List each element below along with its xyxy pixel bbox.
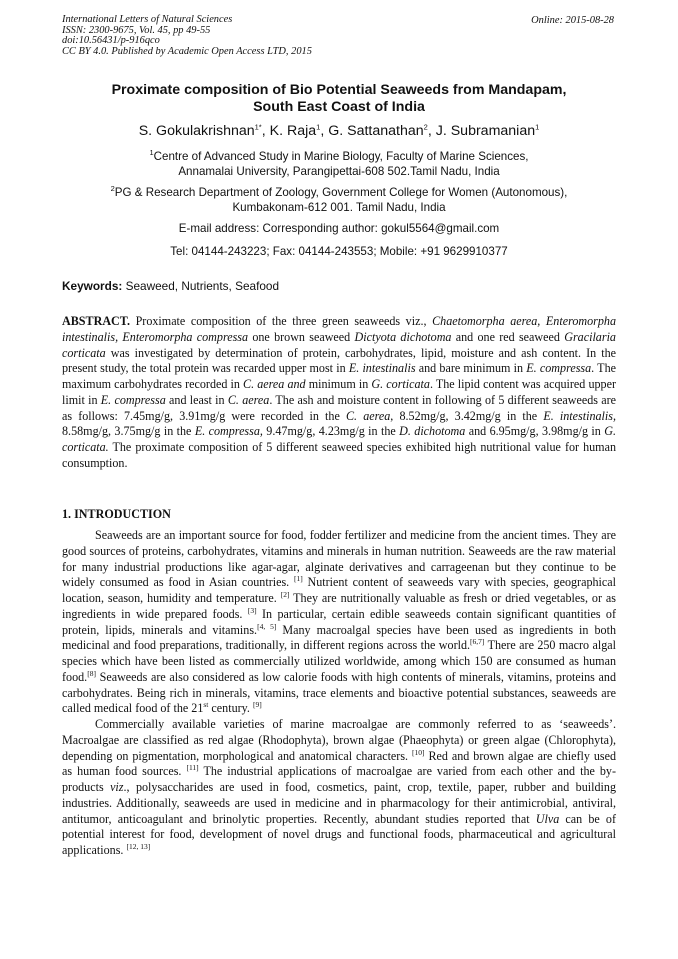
species-name: E. intestinalis, <box>543 408 616 423</box>
paragraph-text: Seaweeds are also considered as low calorie foods with high contents of minerals, vitamins, proteins and carbohydrates. Being rich in minerals, vitamins, trace elements and bioactive potential substances, seaweeds are called medical food of the 21 <box>62 669 616 716</box>
online-date: Online: 2015-08-28 <box>531 15 614 26</box>
paragraph-text: Commercially available varieties of marine macroalgae are commonly referred to as ‘seaweeds’. Macroalgae are classified as red algae (Rhodophyta), brown algae (Phaeophyta) or green algae (Chlorophyta), depending on pigmentation, morphological and anatomical characters. <box>62 717 616 763</box>
species-name: D. dichotoma <box>399 424 466 439</box>
author-name: J. Subramanian <box>435 123 536 139</box>
affiliation-2 <box>62 185 616 216</box>
journal-doi: doi:10.56431/p-916qco <box>62 35 160 47</box>
abstract-label: ABSTRACT. <box>62 314 130 328</box>
citation-ref: st <box>203 700 209 710</box>
author-affiliation-mark: 1 <box>535 122 540 132</box>
abstract-text: minimum in <box>305 377 372 391</box>
author-name: K. Raja <box>269 123 317 139</box>
paper-title <box>62 82 616 116</box>
author-separator: , <box>320 123 329 139</box>
species-name: E. compressa, <box>194 424 263 439</box>
abstract-body <box>62 314 616 470</box>
abstract <box>62 314 616 472</box>
section-heading-introduction: 1. INTRODUCTION <box>62 507 171 521</box>
paragraph-text: In particular, certain edible seaweeds contain significant quantities of protein, lipids, minerals and vitamins. <box>62 606 617 637</box>
citation-ref: [8] <box>87 668 96 678</box>
abstract-text: . The ash and moisture content in following of 5 different seaweeds are as follows: 7.45mg/g, 3.91mg/g were recorded in the <box>62 392 617 423</box>
affiliation-2-mark: 2 <box>110 184 115 194</box>
citation-ref: [2] <box>280 589 290 599</box>
contact-phone: Tel: 04144-243223; Fax: 04144-243553; Mobile: +91 9629910377 <box>170 245 508 258</box>
paragraph-text: Nutrient content of seaweeds vary with species, geographical location, season, humidity and temperature. <box>62 575 616 605</box>
italic-term: viz <box>110 780 124 794</box>
abstract-text: 9.47mg/g, 4.23mg/g in the <box>262 424 400 439</box>
keywords <box>62 279 279 293</box>
introduction-paragraph-1 <box>62 528 616 717</box>
author-affiliation-mark: 1* <box>254 122 262 132</box>
species-name: Gracilaria corticata <box>62 329 616 360</box>
species-name: C. aerea and <box>243 377 306 391</box>
affiliation-1-line-2: Annamalai University, Parangipettai-608 502.Tamil Nadu, India <box>178 165 500 179</box>
keywords-label: Keywords: <box>62 279 123 293</box>
abstract-text: and 6.95mg/g, 3.98mg/g in <box>465 424 605 439</box>
citation-ref: [10] <box>412 747 425 757</box>
species-name: E. compressa <box>100 392 166 407</box>
title-line-2: South East Coast of India <box>253 99 425 115</box>
citation-ref: [6,7] <box>470 637 485 647</box>
species-name: G. corticata. <box>62 424 616 454</box>
paragraph-text: Red and brown algae are chiefly used as human food sources. <box>62 748 616 779</box>
species-name: C. aerea <box>227 392 270 407</box>
paragraph-text: The industrial applications of macroalgae are varied from each other and the by-products <box>62 764 617 794</box>
citation-ref: [1] <box>293 574 303 584</box>
author-separator: , <box>261 123 270 139</box>
affiliation-1-line-1: Centre of Advanced Study in Marine Biology, Faculty of Marine Sciences, <box>153 150 529 163</box>
paragraph-text: can be of potential interest for food, development of novel drugs and functional foods, pharmaceutical and agricultural applications. <box>62 811 616 857</box>
author-name: G. Sattanathan <box>328 123 424 139</box>
citation-ref: [9] <box>252 700 262 710</box>
abstract-text: and least in <box>165 392 228 407</box>
journal-header <box>62 15 312 57</box>
affiliation-2-line-2: Kumbakonam-612 001. Tamil Nadu, India <box>232 201 446 215</box>
author-affiliation-mark: 2 <box>423 122 428 132</box>
affiliation-1 <box>62 149 616 180</box>
abstract-text: The proximate composition of 5 different seaweed species exhibited high nutritional value for human consumption. <box>62 440 616 470</box>
species-name: Chaetomorpha aerea, Enteromorpha intestinalis, Enteromorpha compressa <box>62 314 616 344</box>
author-separator: , <box>427 123 436 139</box>
journal-license: CC BY 4.0. Published by Academic Open Access LTD, 2015 <box>62 45 312 57</box>
abstract-text: , 8.52mg/g, 3.42mg/g in the <box>390 408 544 423</box>
introduction-text <box>62 528 616 859</box>
title-line-1: Proximate composition of Bio Potential Seaweeds from Mandapam, <box>111 82 567 98</box>
citation-ref: [11] <box>186 763 199 773</box>
species-name: Dictyota dichotoma <box>354 329 452 344</box>
author-affiliation-mark: 1 <box>316 122 321 132</box>
paragraph-text: There are 250 macro algal species which have been listed as commercially utilized worldwide, among which 150 are consumed as human food. <box>62 638 616 684</box>
introduction-paragraph-2 <box>62 717 616 859</box>
abstract-text: 8.58mg/g, 3.75mg/g in the <box>62 424 195 439</box>
citation-ref: [4, 5] <box>257 621 277 631</box>
italic-term: Ulva <box>535 811 560 826</box>
paragraph-text: Seaweeds are an important source for food, fodder fertilizer and medicine from the ancient times. They are good sources of proteins, carbohydrates, vitamins and minerals in human nutrition. Seaweeds are the raw material for many industrial productions like agar-agar, alginate derivatives and carrageenan but they continue to be widely consumed as food in Asian countries. <box>62 528 616 590</box>
journal-name: International Letters of Natural Sciences <box>62 14 233 25</box>
paragraph-text: century. <box>208 701 253 716</box>
abstract-text: and one red seaweed <box>451 329 565 344</box>
journal-issn: ISSN: 2300-9675, Vol. 45, pp 49-55 <box>62 24 211 36</box>
species-name: C. aerea <box>345 408 391 423</box>
citation-ref: [12, 13] <box>126 841 151 851</box>
citation-ref: [3] <box>247 605 257 615</box>
paragraph-text: Many macroalgal species have been used as ingredients in both medicinal and food preparations, traditionally, in different regions across the world. <box>62 622 616 653</box>
abstract-text: . The lipid content was acquired upper limit in <box>62 377 617 407</box>
paragraph-text: They are nutritionally valuable as fresh or dried vegetables, or as ingredients in wide prepared foods. <box>62 591 616 621</box>
species-name: E. compressa <box>526 361 592 376</box>
abstract-text: and bare minimum in <box>415 361 527 376</box>
species-name: E. intestinalis <box>348 361 416 376</box>
abstract-text: was investigated by determination of protein, carbohydrates, lipid, moisture and ash content. In the present study, the total protein was recarded upper most in <box>62 345 616 376</box>
author-name: S. Gokulakrishnan <box>138 123 255 139</box>
affiliation-1-mark: 1 <box>149 148 154 158</box>
abstract-text: . The maximum carbohydrates recorded in <box>62 361 616 391</box>
paragraph-text: ., polysaccharides are used in food, cosmetics, paint, crop, textile, paper, rubber and building industries. Additionally, seaweeds are used in medicine and in pharmacology for their antimicrobial, antiviral, antitumor, anticoagulant and brinolytic properties. Recently, abundant studies reported that <box>62 780 616 826</box>
keywords-text: Seaweed, Nutrients, Seafood <box>122 279 280 293</box>
species-name: G. corticata <box>371 377 430 391</box>
contact-email: E-mail address: Corresponding author: gokul5564@gmail.com <box>178 222 500 235</box>
author-list <box>62 123 616 139</box>
affiliation-2-line-1: PG & Research Department of Zoology, Government College for Women (Autonomous), <box>114 186 568 199</box>
abstract-text: one brown seaweed <box>248 329 355 344</box>
abstract-text: Proximate composition of the three green seaweeds viz., <box>130 314 433 328</box>
